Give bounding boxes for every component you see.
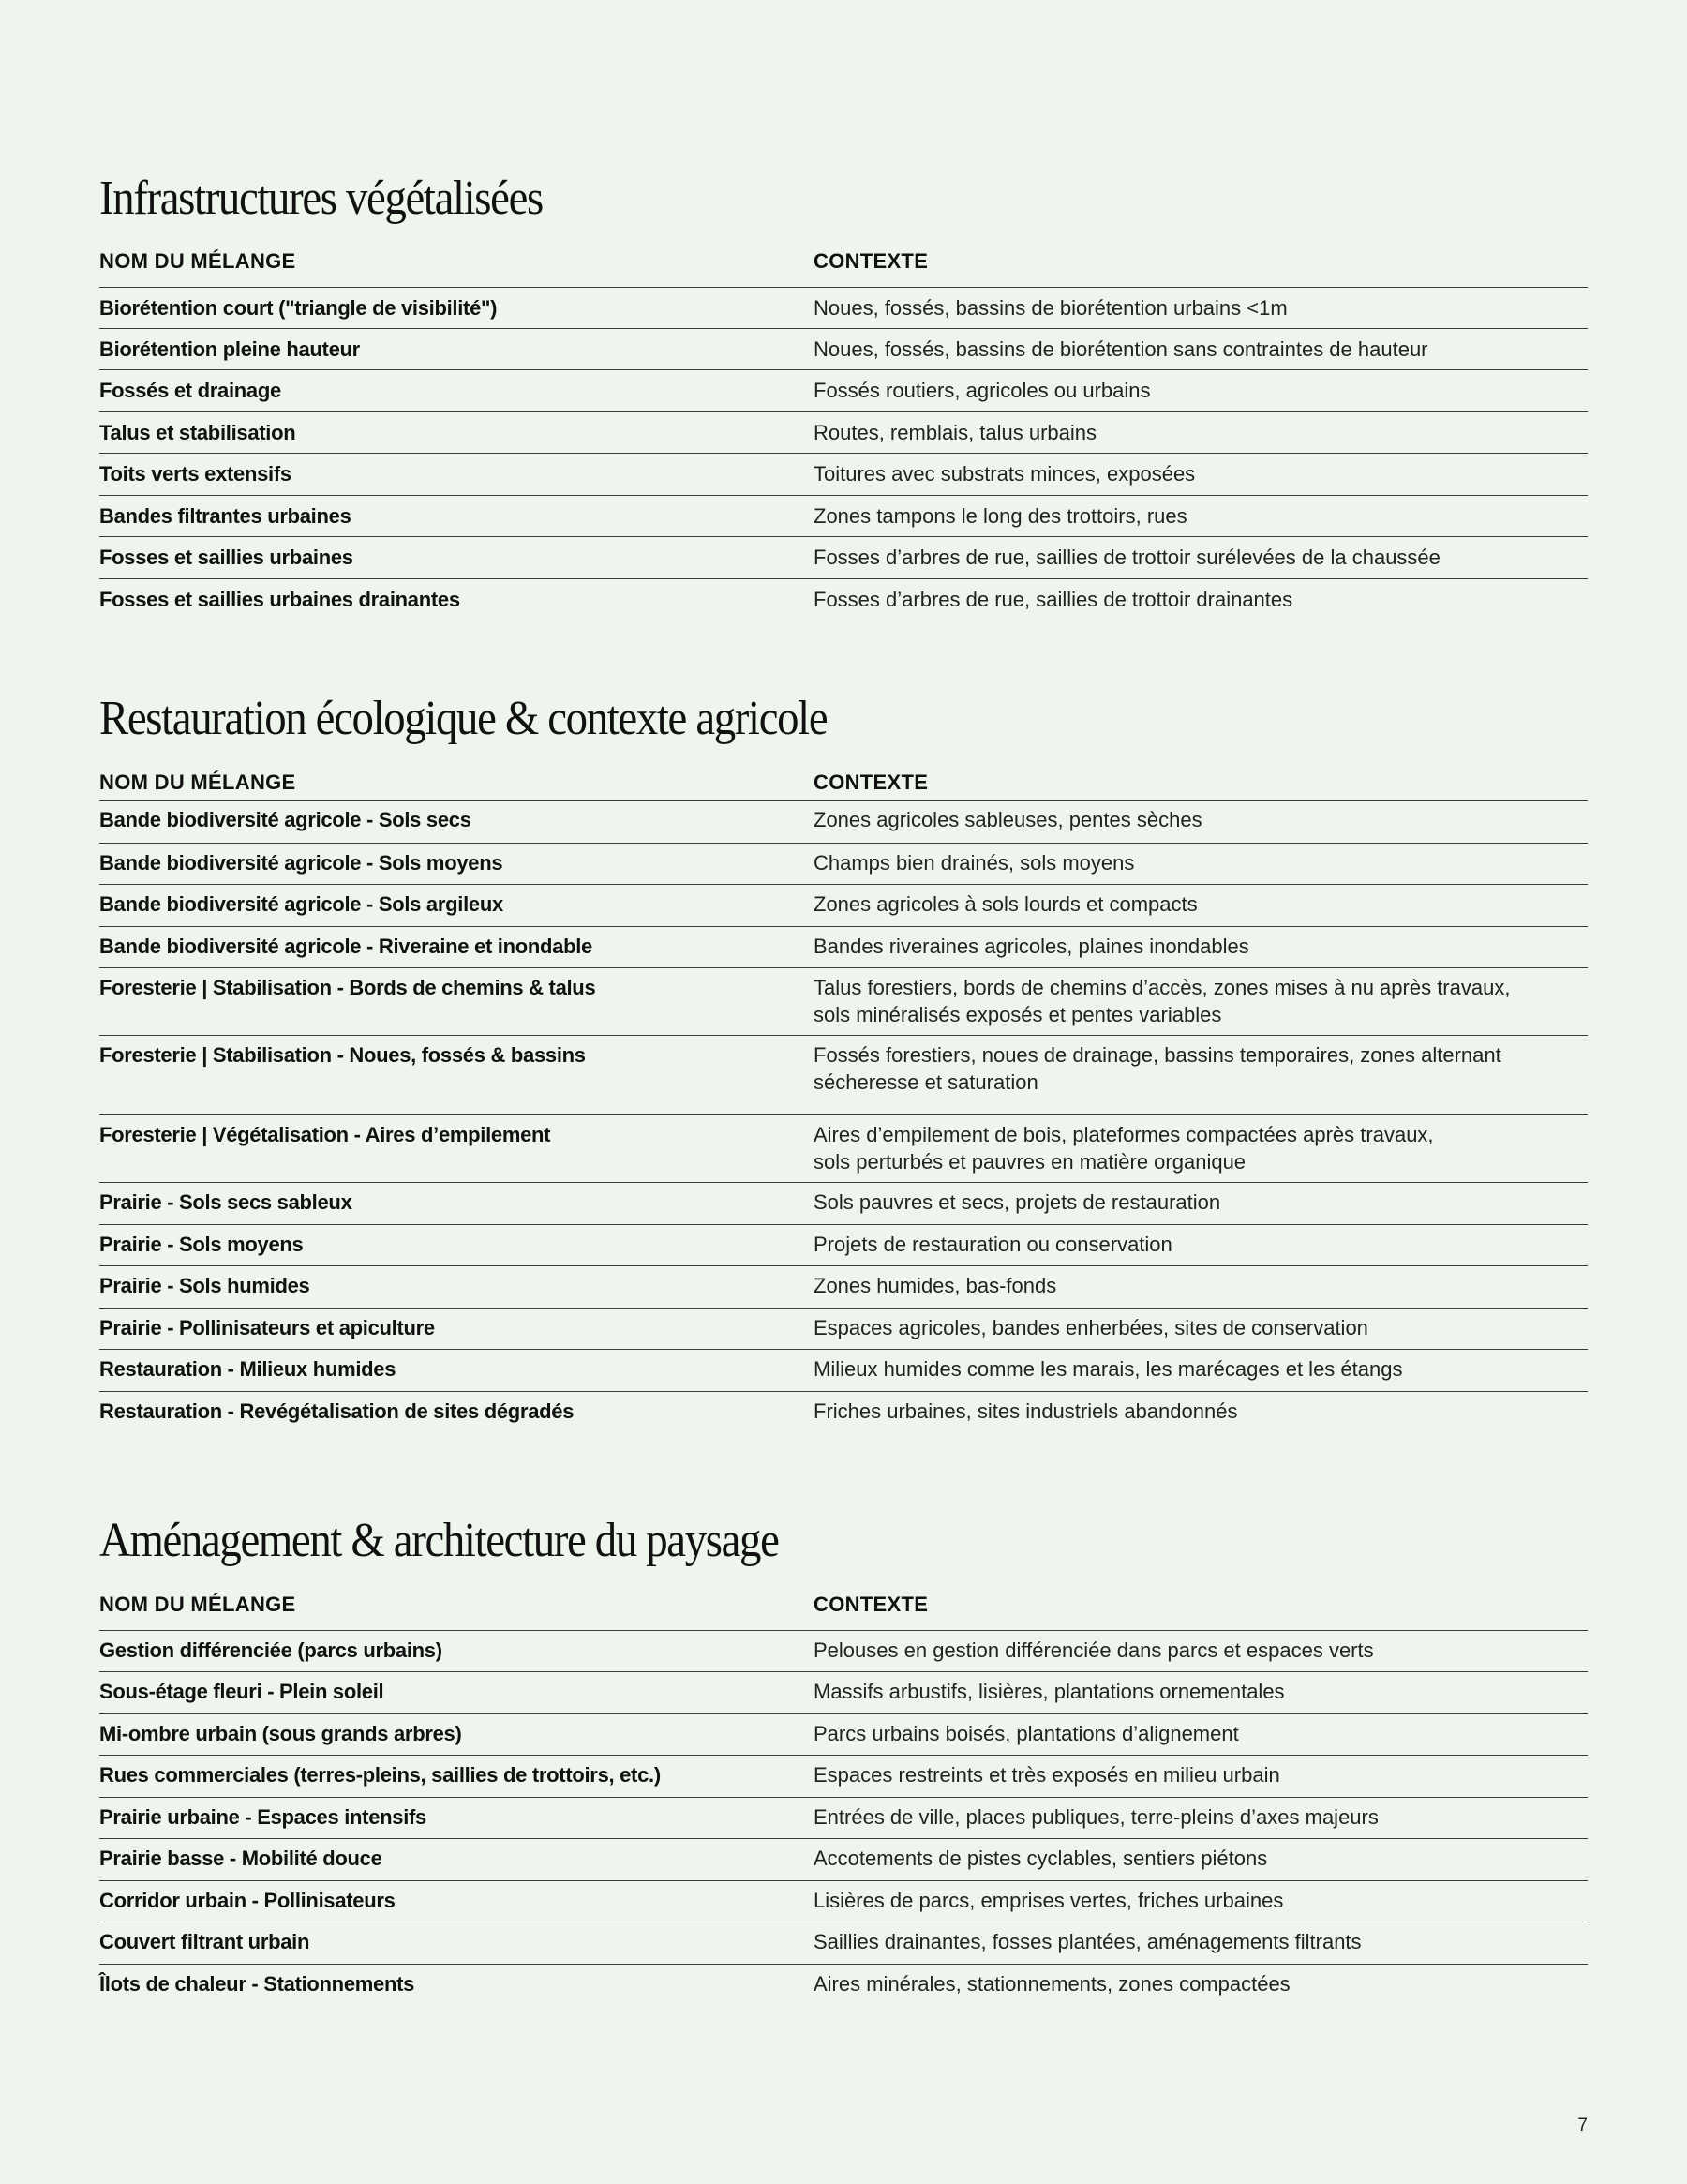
mix-name: Prairie - Sols moyens — [99, 1233, 304, 1256]
mix-context: Fossés routiers, agricoles ou urbains — [814, 379, 1151, 402]
mix-name: Corridor urbain - Pollinisateurs — [99, 1889, 396, 1912]
table-row — [99, 968, 1588, 1036]
column-header-name: NOM DU MÉLANGE — [99, 249, 296, 273]
mix-name: Fossés et drainage — [99, 379, 281, 402]
mix-name: Fosses et saillies urbaines drainantes — [99, 588, 460, 611]
table-row — [99, 537, 1588, 579]
table-row — [99, 1392, 1588, 1433]
mix-context: Accotements de pistes cyclables, sentiers piétons — [814, 1847, 1268, 1870]
mix-context: Zones tampons le long des trottoirs, rues — [814, 504, 1187, 528]
mix-name: Prairie urbaine - Espaces intensifs — [99, 1805, 426, 1829]
table-row — [99, 1183, 1588, 1225]
mix-name: Bande biodiversité agricole - Sols argileux — [99, 892, 503, 916]
mix-name: Restauration - Milieux humides — [99, 1357, 396, 1381]
table-row — [99, 1798, 1588, 1839]
mix-context: Fossés forestiers, noues de drainage, bassins temporaires, zones alternant sécheresse et saturation — [814, 1043, 1501, 1094]
table-body — [99, 1631, 1588, 2006]
column-header-name: NOM DU MÉLANGE — [99, 770, 296, 794]
mix-context: Projets de restauration ou conservation — [814, 1233, 1172, 1256]
mix-context: Sols pauvres et secs, projets de restauration — [814, 1190, 1221, 1214]
mix-name: Biorétention pleine hauteur — [99, 337, 360, 361]
mix-context: Friches urbaines, sites industriels abandonnés — [814, 1399, 1238, 1423]
mix-name: Talus et stabilisation — [99, 421, 296, 444]
table-body — [99, 288, 1588, 621]
mix-context: Noues, fossés, bassins de biorétention urbains <1m — [814, 296, 1288, 320]
table-row — [99, 370, 1588, 412]
mix-name: Foresterie | Stabilisation - Noues, fossés & bassins — [99, 1043, 586, 1067]
table-row — [99, 496, 1588, 537]
mix-context: Aires minérales, stationnements, zones compactées — [814, 1972, 1291, 1996]
mix-context: Fosses d’arbres de rue, saillies de trottoir drainantes — [814, 588, 1293, 611]
mix-context: Routes, remblais, talus urbains — [814, 421, 1097, 444]
table-row — [99, 1350, 1588, 1392]
mix-context: Champs bien drainés, sols moyens — [814, 851, 1135, 875]
mix-context: Talus forestiers, bords de chemins d’accès, zones mises à nu après travaux, sols minéralisés exposés et pentes variables — [814, 976, 1511, 1026]
mix-name: Foresterie | Végétalisation - Aires d’empilement — [99, 1123, 551, 1146]
mix-name: Gestion différenciée (parcs urbains) — [99, 1638, 442, 1662]
table-row — [99, 801, 1588, 844]
section-title: Infrastructures végétalisées — [99, 172, 543, 225]
table-row — [99, 844, 1588, 885]
mix-context: Zones agricoles à sols lourds et compacts — [814, 892, 1198, 916]
table-row — [99, 412, 1588, 454]
section-title: Restauration écologique & contexte agricole — [99, 692, 828, 745]
mix-context: Fosses d’arbres de rue, saillies de trottoir surélevées de la chaussée — [814, 546, 1441, 569]
table-row — [99, 1839, 1588, 1881]
mix-context: Zones agricoles sableuses, pentes sèches — [814, 808, 1202, 831]
mix-name: Biorétention court ("triangle de visibilité") — [99, 296, 498, 320]
mix-context: Entrées de ville, places publiques, terre-pleins d’axes majeurs — [814, 1805, 1379, 1829]
table-row — [99, 1309, 1588, 1350]
mix-context: Toitures avec substrats minces, exposées — [814, 462, 1196, 486]
mix-name: Fosses et saillies urbaines — [99, 546, 353, 569]
mix-name: Restauration - Revégétalisation de sites dégradés — [99, 1399, 575, 1423]
column-header-context: CONTEXTE — [814, 1593, 929, 1616]
table-row — [99, 329, 1588, 370]
section-amenagement — [99, 1511, 1588, 2006]
table-row — [99, 1965, 1588, 2006]
mix-name: Prairie - Sols humides — [99, 1274, 310, 1297]
table-row — [99, 927, 1588, 968]
mix-name: Prairie - Pollinisateurs et apiculture — [99, 1316, 435, 1339]
mix-context: Lisières de parcs, emprises vertes, friches urbaines — [814, 1889, 1284, 1912]
table-row — [99, 1922, 1588, 1965]
mix-context: Espaces restreints et très exposés en milieu urbain — [814, 1763, 1280, 1787]
mix-name: Prairie - Sols secs sableux — [99, 1190, 352, 1214]
mix-context: Aires d’empilement de bois, plateformes compactées après travaux, sols perturbés et pauvres en matière organique — [814, 1123, 1434, 1174]
table-row — [99, 1672, 1588, 1714]
mix-name: Couvert filtrant urbain — [99, 1930, 310, 1953]
column-header-name: NOM DU MÉLANGE — [99, 1593, 296, 1616]
table-row — [99, 288, 1588, 329]
page-number: 7 — [1577, 2116, 1588, 2135]
section-infrastructures — [99, 169, 1588, 621]
mix-name: Rues commerciales (terres-pleins, saillies de trottoirs, etc.) — [99, 1763, 661, 1787]
mix-context: Milieux humides comme les marais, les marécages et les étangs — [814, 1357, 1403, 1381]
table-row — [99, 1115, 1588, 1183]
column-header-context: CONTEXTE — [814, 770, 929, 794]
table-header — [99, 759, 1588, 801]
table-row — [99, 1756, 1588, 1798]
mix-name: Sous-étage fleuri - Plein soleil — [99, 1680, 384, 1703]
table-row — [99, 1881, 1588, 1922]
mix-name: Bande biodiversité agricole - Sols moyens — [99, 851, 503, 875]
table-row — [99, 1631, 1588, 1672]
mix-name: Bande biodiversité agricole - Riveraine et inondable — [99, 935, 592, 958]
mix-name: Bande biodiversité agricole - Sols secs — [99, 808, 471, 831]
table-header — [99, 1580, 1588, 1631]
section-restauration — [99, 689, 1588, 1433]
mix-name: Mi-ombre urbain (sous grands arbres) — [99, 1722, 462, 1745]
table-row — [99, 579, 1588, 621]
mix-context: Massifs arbustifs, lisières, plantations ornementales — [814, 1680, 1285, 1703]
table-row — [99, 1225, 1588, 1266]
table-row — [99, 1714, 1588, 1756]
mix-name: Toits verts extensifs — [99, 462, 291, 486]
column-header-context: CONTEXTE — [814, 249, 929, 273]
mix-context: Pelouses en gestion différenciée dans parcs et espaces verts — [814, 1638, 1374, 1662]
mix-context: Espaces agricoles, bandes enherbées, sites de conservation — [814, 1316, 1368, 1339]
mix-name: Prairie basse - Mobilité douce — [99, 1847, 382, 1870]
section-title: Aménagement & architecture du paysage — [99, 1514, 779, 1567]
mix-context: Noues, fossés, bassins de biorétention sans contraintes de hauteur — [814, 337, 1428, 361]
mix-context: Saillies drainantes, fosses plantées, aménagements filtrants — [814, 1930, 1362, 1953]
table-row — [99, 885, 1588, 927]
table-row — [99, 454, 1588, 496]
mix-name: Bandes filtrantes urbaines — [99, 504, 351, 528]
table-header — [99, 231, 1588, 288]
mix-name: Foresterie | Stabilisation - Bords de chemins & talus — [99, 976, 596, 999]
mix-context: Bandes riveraines agricoles, plaines inondables — [814, 935, 1249, 958]
mix-name: Îlots de chaleur - Stationnements — [99, 1972, 415, 1996]
table-row — [99, 1036, 1588, 1115]
table-row — [99, 1266, 1588, 1309]
table-body — [99, 801, 1588, 1433]
mix-context: Parcs urbains boisés, plantations d’alignement — [814, 1722, 1239, 1745]
mix-context: Zones humides, bas-fonds — [814, 1274, 1057, 1297]
